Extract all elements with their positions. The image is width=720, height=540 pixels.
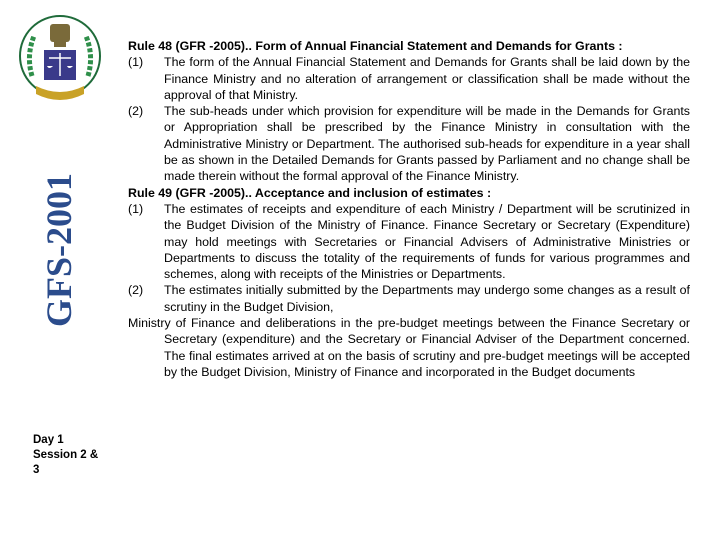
item-text: The estimates initially submitted by the Departments may undergo some changes as a result of scrutiny in the Budget Division,	[164, 283, 690, 314]
emblem-seal-icon	[18, 14, 102, 112]
item-text: The form of the Annual Financial Statement and Demands for Grants shall be laid down by the Finance Ministry and no alteration of arrangement or classification shall be made without the approval of that Ministry.	[164, 55, 690, 102]
rule48-item	[128, 103, 690, 184]
item-number: (1)	[128, 55, 144, 70]
item-number: (2)	[128, 283, 144, 298]
rule48-heading: Rule 48 (GFR -2005).. Form of Annual Financial Statement and Demands for Grants :	[128, 39, 623, 53]
sidebar	[0, 0, 120, 540]
rule49-heading: Rule 49 (GFR -2005).. Acceptance and inclusion of estimates :	[128, 185, 492, 200]
vertical-title: GFS-2001	[39, 172, 79, 328]
rule49-item	[128, 282, 690, 315]
rule48-item	[128, 54, 690, 103]
session-line: Day 1	[33, 434, 64, 446]
session-line: Session 2 &	[33, 449, 99, 461]
session-label	[33, 433, 113, 478]
document-body	[128, 38, 690, 380]
item-number: (2)	[128, 104, 144, 119]
session-line: 3	[33, 464, 40, 476]
rule49-item	[128, 201, 690, 282]
rule49-closing: Ministry of Finance and deliberations in the pre-budget meetings between the Finance Secretary or Secretary (expenditure) and the Secretary or Financial Adviser of the Department concerned. The final estimates arrived at on the basis of scrutiny and pre-budget meetings will be accepted by the Budget Division, Ministry of Finance and incorporated in the Budget documents	[128, 316, 690, 379]
item-text: The sub-heads under which provision for expenditure will be made in the Demands for Grants or Appropriation shall be prescribed by the Finance Ministry in consultation with the Administrative Ministry or Department. The authorised sub-heads for expenditure in a year shall be as shown in the Detailed Demands for Grants passed by Parliament and no change shall be made therein without the formal approval of the Finance Ministry.	[164, 104, 690, 184]
item-number: (1)	[128, 201, 144, 216]
item-text: The estimates of receipts and expenditure of each Ministry / Department will be scrutinized in the Budget Division of the Ministry of Finance. Finance Secretary or Secretary (Expenditure) may hold meetings with Secretaries or Financial Advisers of Administrative Ministries or Departments to discuss the totality of the requirements of funds for various programmes and schemes, along with receipts of the Ministries or Departments.	[164, 201, 690, 282]
